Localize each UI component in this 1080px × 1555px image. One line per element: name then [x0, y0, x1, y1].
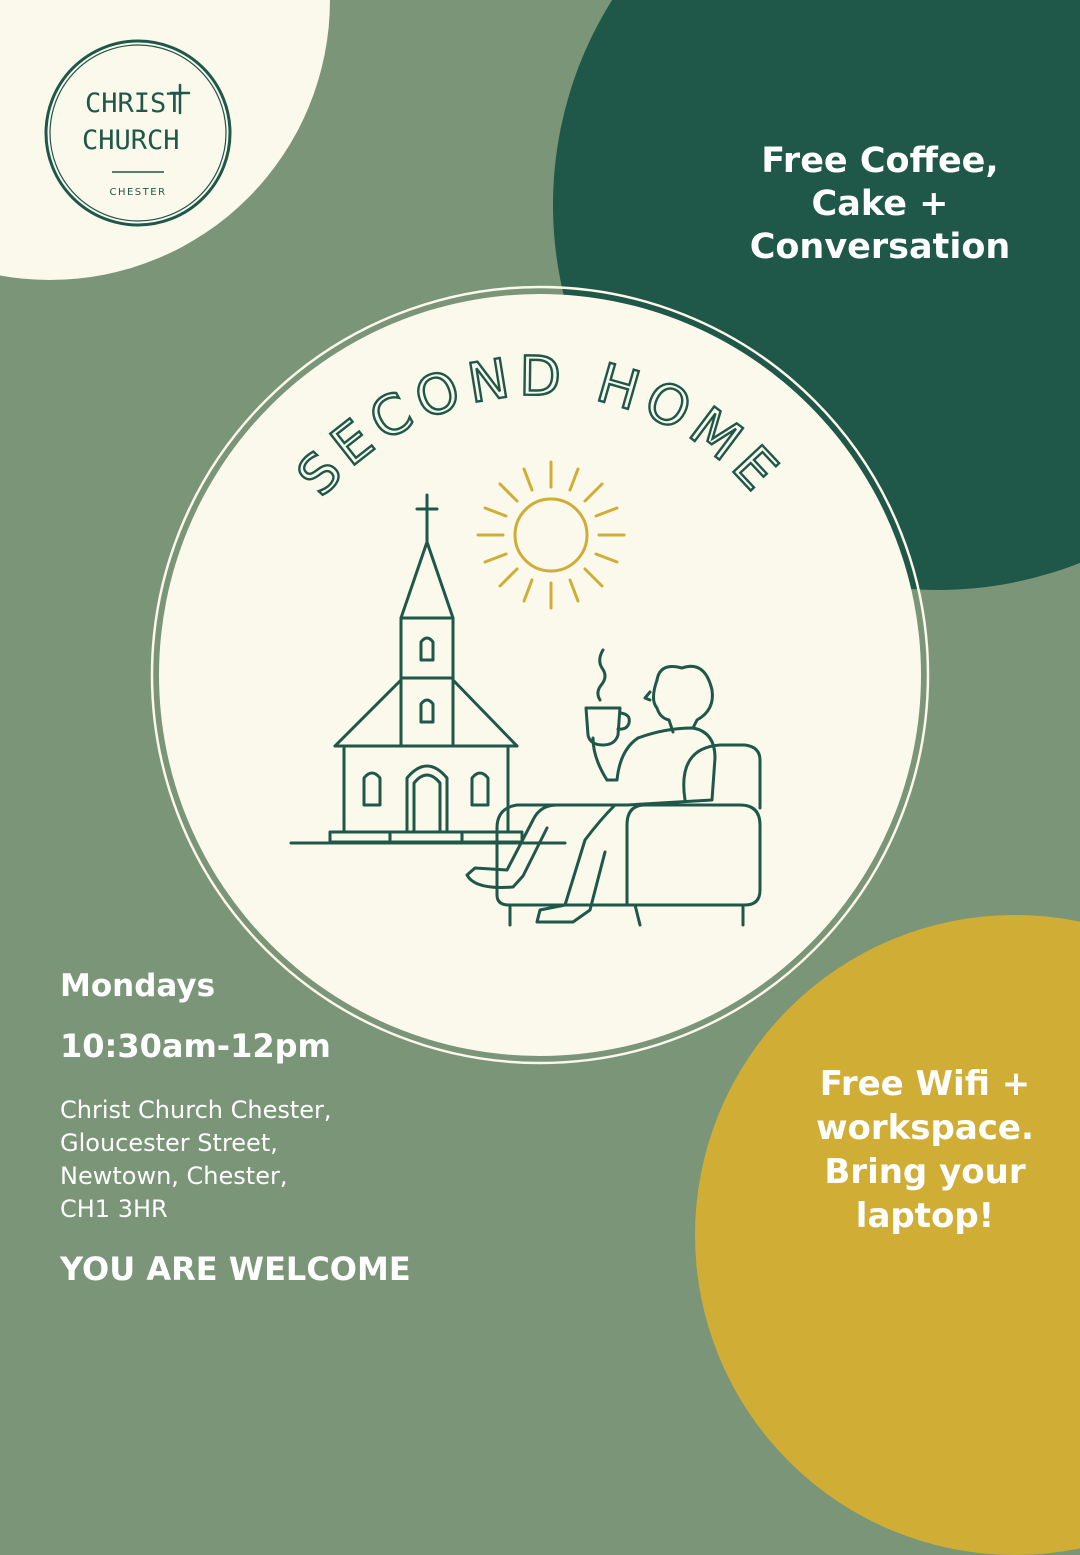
wifi-workspace-heading: Free Wifi + workspace. Bring your laptop!	[816, 1064, 1034, 1236]
second-home-medallion	[145, 280, 935, 1070]
welcome-message: YOU ARE WELCOME	[60, 1250, 411, 1288]
schedule-day: Mondays	[60, 968, 216, 1004]
coffee-cake-conversation-heading: Free Coffee, Cake + Conversation	[749, 141, 1011, 267]
logo-line2: CHURCH	[82, 125, 180, 156]
schedule-time: 10:30am-12pm	[60, 1027, 331, 1065]
christ-church-logo	[40, 35, 236, 231]
address-block: Christ Church Chester, Gloucester Street, Newtown, Chester, CH1 3HR	[60, 1096, 332, 1223]
logo-sub: CHESTER	[109, 187, 167, 198]
logo-line1: CHRIST	[85, 88, 183, 119]
second-home-title: SECOND HOME	[284, 344, 796, 508]
